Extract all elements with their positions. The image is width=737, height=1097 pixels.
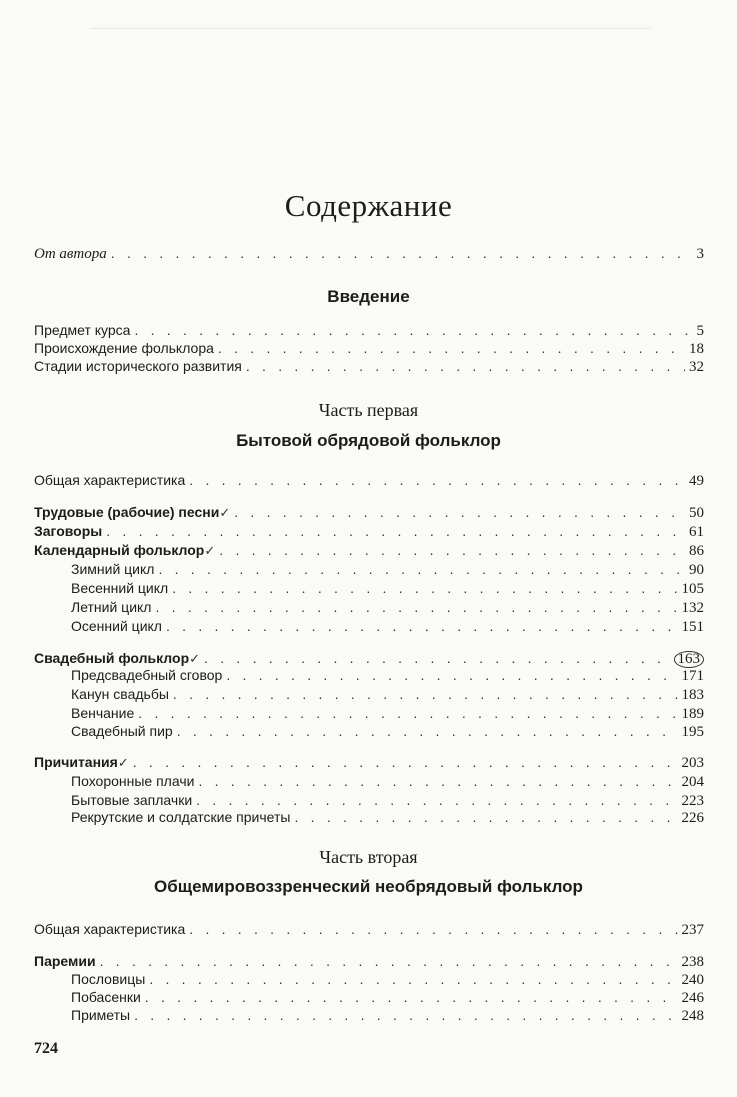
- toc-entry-page: 32: [689, 359, 704, 375]
- toc-entry-label: Похоронные плачи: [71, 773, 195, 789]
- leader-dots: [138, 704, 677, 723]
- toc-subentry: [71, 560, 704, 579]
- toc-entry-label: Осенний цикл: [71, 618, 162, 634]
- toc-entry-page: 50: [689, 505, 704, 521]
- leader-dots: [155, 598, 677, 617]
- leader-dots: [198, 772, 677, 791]
- toc-entry-page: 61: [689, 524, 704, 540]
- toc-entry-page: 195: [681, 724, 704, 740]
- toc-entry-label: Заговоры: [34, 523, 103, 539]
- toc-subentry: [71, 579, 704, 598]
- toc-entry: [34, 339, 704, 358]
- toc-subentry: [71, 1006, 704, 1025]
- toc-entry-label: Паремии: [34, 953, 96, 969]
- toc-entry-page: 246: [681, 990, 704, 1006]
- leader-dots: [145, 988, 678, 1007]
- toc-entry-page: 18: [689, 341, 704, 357]
- toc-entry-label: Канун свадьбы: [71, 686, 169, 702]
- toc-entry-label: Свадебный фольклор: [34, 650, 190, 666]
- toc-entry-page: 3: [696, 246, 704, 262]
- toc-subentry: [71, 808, 704, 827]
- toc-entry-label: Приметы: [71, 1007, 131, 1023]
- toc-entry-page: 86: [689, 543, 704, 559]
- toc-entry-page: 238: [681, 954, 704, 970]
- toc-entry-page: 171: [681, 668, 704, 684]
- leader-dots: [149, 970, 677, 989]
- toc-entry-page: 90: [689, 562, 704, 578]
- leader-dots: [133, 753, 678, 772]
- leader-dots: [158, 560, 685, 579]
- part-heading-one: Бытовой обрядовой фольклор: [236, 431, 501, 450]
- handwritten-check-icon: ✓: [219, 506, 231, 521]
- toc-entry-page: 151: [681, 619, 704, 635]
- toc-subentry: [71, 685, 704, 704]
- toc-entry-label: Венчание: [71, 705, 135, 721]
- toc-entry-label: Трудовые (рабочие) песни: [34, 504, 220, 520]
- toc-entry-label: Свадебный пир: [71, 723, 173, 739]
- leader-dots: [134, 1006, 677, 1025]
- toc-subentry: [71, 598, 704, 617]
- toc-entry-page: 226: [681, 810, 704, 826]
- leader-dots: [218, 339, 685, 358]
- toc-entry: [34, 321, 704, 340]
- leader-dots: [106, 522, 685, 541]
- toc-entry-label: Стадии исторического развития: [34, 358, 242, 374]
- toc-entry-label: Календарный фольклор: [34, 542, 205, 558]
- toc-entry-label: Зимний цикл: [71, 561, 155, 577]
- toc-entry-page: 105: [681, 581, 704, 597]
- toc-entry-label: Пословицы: [71, 971, 146, 987]
- toc-entry-bold: [34, 503, 704, 522]
- handwritten-check-icon: ✓: [117, 756, 129, 771]
- toc-subentry: [71, 704, 704, 723]
- toc-subentry: [71, 772, 704, 791]
- toc-entry-page: 203: [681, 755, 704, 771]
- leader-dots: [246, 357, 685, 376]
- toc-entry-bold: [34, 753, 704, 772]
- toc-entry-label: Причитания: [34, 754, 118, 770]
- toc-entry-label: Общая характеристика: [34, 921, 186, 937]
- page-title: Содержание: [284, 188, 453, 223]
- part-heading-two: Общемировоззренческий необрядовый фольклор: [154, 877, 583, 896]
- toc-entry-page-circled: 163: [674, 651, 705, 668]
- handwritten-check-icon: ✓: [189, 652, 201, 667]
- handwritten-check-icon: ✓: [204, 544, 216, 559]
- leader-dots: [234, 503, 685, 522]
- toc-entry-author: [34, 244, 704, 263]
- leader-dots: [134, 321, 692, 340]
- toc-subentry: [71, 666, 704, 685]
- toc-entry-page: 237: [681, 922, 704, 938]
- toc-entry-label: Рекрутские и солдатские причеты: [71, 809, 291, 825]
- toc-entry-bold: [34, 541, 704, 560]
- section-heading-introduction: Введение: [327, 287, 410, 306]
- toc-entry-label: Летний цикл: [71, 599, 152, 615]
- part-label-two: Часть вторая: [319, 847, 418, 867]
- leader-dots: [166, 617, 678, 636]
- toc-entry-bold: [34, 522, 704, 541]
- bleed-through-line: [90, 28, 650, 29]
- leader-dots: [111, 244, 693, 263]
- toc-entry-page: 5: [696, 323, 704, 339]
- toc-entry-page: 132: [681, 600, 704, 616]
- toc-entry-page: 223: [681, 793, 704, 809]
- leader-dots: [189, 471, 685, 490]
- toc-entry-page: 189: [681, 706, 704, 722]
- toc-subentry: [71, 970, 704, 989]
- page-number: 724: [34, 1040, 58, 1057]
- toc-subentry: [71, 617, 704, 636]
- toc-subentry: [71, 988, 704, 1007]
- toc-entry-label: Бытовые заплачки: [71, 792, 193, 808]
- toc-entry-page: 240: [681, 972, 704, 988]
- toc-entry: [34, 920, 704, 939]
- leader-dots: [100, 952, 678, 971]
- toc-entry-label: Предмет курса: [34, 322, 131, 338]
- toc-entry-bold: [34, 952, 704, 971]
- toc-entry-label: От автора: [34, 246, 107, 262]
- toc-entry-page: 49: [689, 473, 704, 489]
- leader-dots: [189, 920, 677, 939]
- leader-dots: [219, 541, 685, 560]
- toc-entry-page: 183: [681, 687, 704, 703]
- toc-entry-label: Побасенки: [71, 989, 141, 1005]
- toc-entry-label: Общая характеристика: [34, 472, 186, 488]
- toc-entry-label: Происхождение фольклора: [34, 340, 214, 356]
- toc-entry-page: 248: [681, 1008, 704, 1024]
- leader-dots: [177, 722, 678, 741]
- toc-entry: [34, 471, 704, 490]
- part-label-one: Часть первая: [318, 400, 419, 420]
- leader-dots: [172, 579, 677, 598]
- toc-entry-label: Весенний цикл: [71, 580, 169, 596]
- toc-entry-label: Предсвадебный сговор: [71, 667, 223, 683]
- leader-dots: [173, 685, 678, 704]
- toc-entry-page: 204: [681, 774, 704, 790]
- toc-entry: [34, 357, 704, 376]
- leader-dots: [226, 666, 677, 685]
- leader-dots: [294, 808, 677, 827]
- toc-subentry: [71, 722, 704, 741]
